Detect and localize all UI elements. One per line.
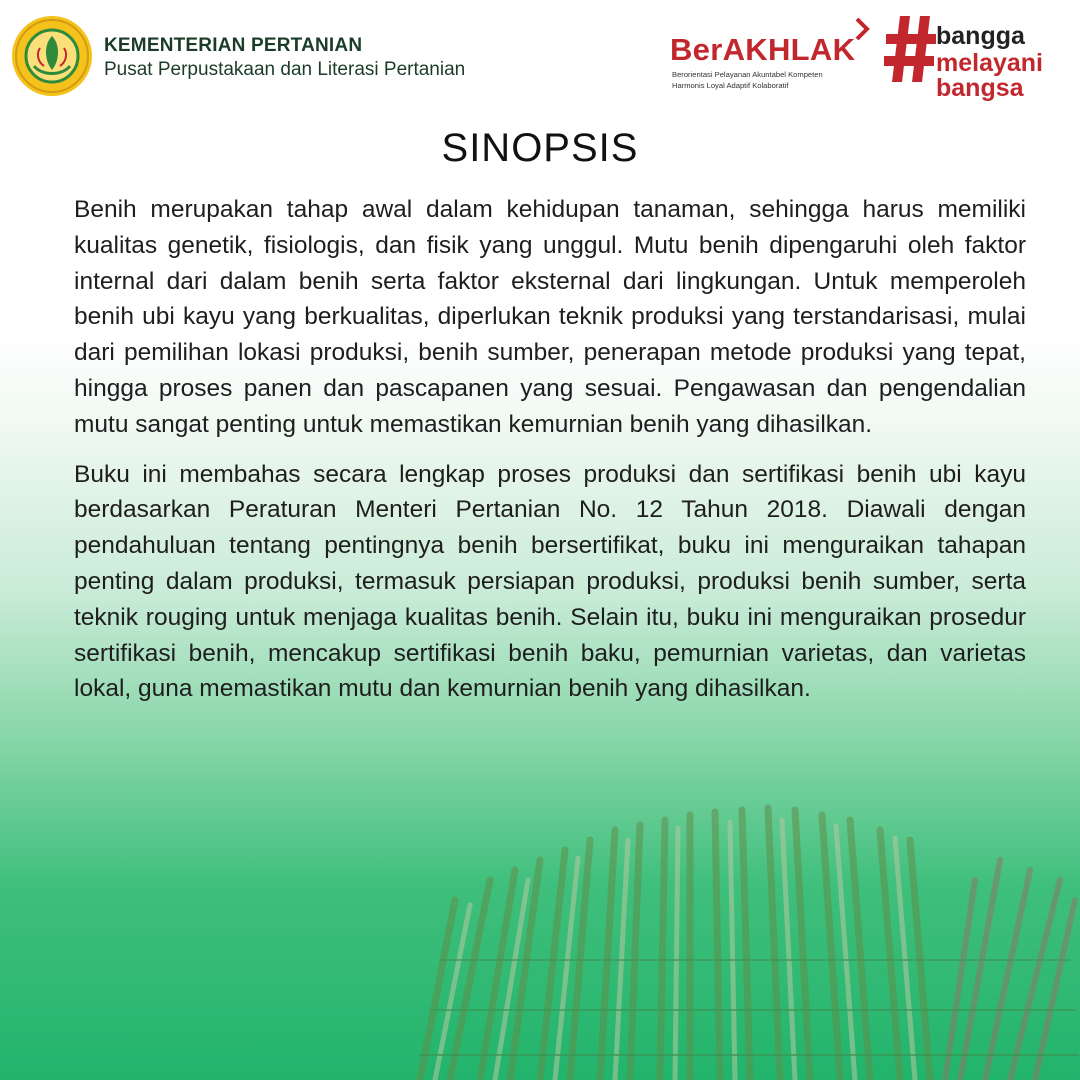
hashtag-word-2: melayani [936,49,1044,77]
ministry-subtitle: Pusat Perpustakaan dan Literasi Pertanian [104,59,466,80]
page-title: SINOPSIS [441,126,639,170]
berakhlak-word: BerAKHLAK [670,32,856,67]
berakhlak-values-line-2: Harmonis Loyal Adaptif Kolaboratif [672,81,789,90]
synopsis-paragraph-2: Buku ini membahas secara lengkap proses produksi dan sertifikasi benih ubi kayu berdasarkan Peraturan Menteri Pertanian No. 12 Tahun 2018. Diawali dengan pendahuluan tentang pentingnya benih bersertifikat, buku ini menguraikan tahapan penting dalam produksi, termasuk persiapan produksi, produksi benih sumber, serta teknik rouging untuk menjaga kualitas benih. Selain itu, buku ini menguraikan prosedur sertifikasi benih, mencakup sertifikasi benih baku, pemurnian varietas, dan varietas lokal, guna memastikan mutu dan kemurnian benih yang dihasilkan. [74,460,1026,703]
hashtag-word-1: bangga [936,22,1025,50]
berakhlak-values-line-1: Berorientasi Pelayanan Akuntabel Kompeten [672,70,823,79]
chevron-icon [854,16,870,42]
synopsis-paragraph-1: Benih merupakan tahap awal dalam kehidupan tanaman, sehingga harus memiliki kualitas genetik, fisiologis, dan fisik yang unggul. Mutu benih dipengaruhi oleh faktor internal dari dalam benih serta faktor eksternal dari lingkungan. Untuk memperoleh benih ubi kayu yang berkualitas, diperlukan teknik produksi yang terstandarisasi, mulai dari pemilihan lokasi produksi, benih sumber, penerapan metode produksi yang tepat, hingga proses panen dan pascapanen yang sesuai. Pengawasan dan pengendalian mutu sangat penting untuk memastikan kemurnian benih yang dihasilkan. [74,196,1026,438]
synopsis-body [74,192,1026,721]
ministry-emblem-icon [10,14,94,98]
ministry-title: KEMENTERIAN PERTANIAN [104,35,363,56]
hashtag-logo [884,14,1074,102]
berakhlak-logo [670,14,880,104]
hashtag-word-3: bangsa [936,74,1024,102]
hashtag-icon [884,14,940,84]
